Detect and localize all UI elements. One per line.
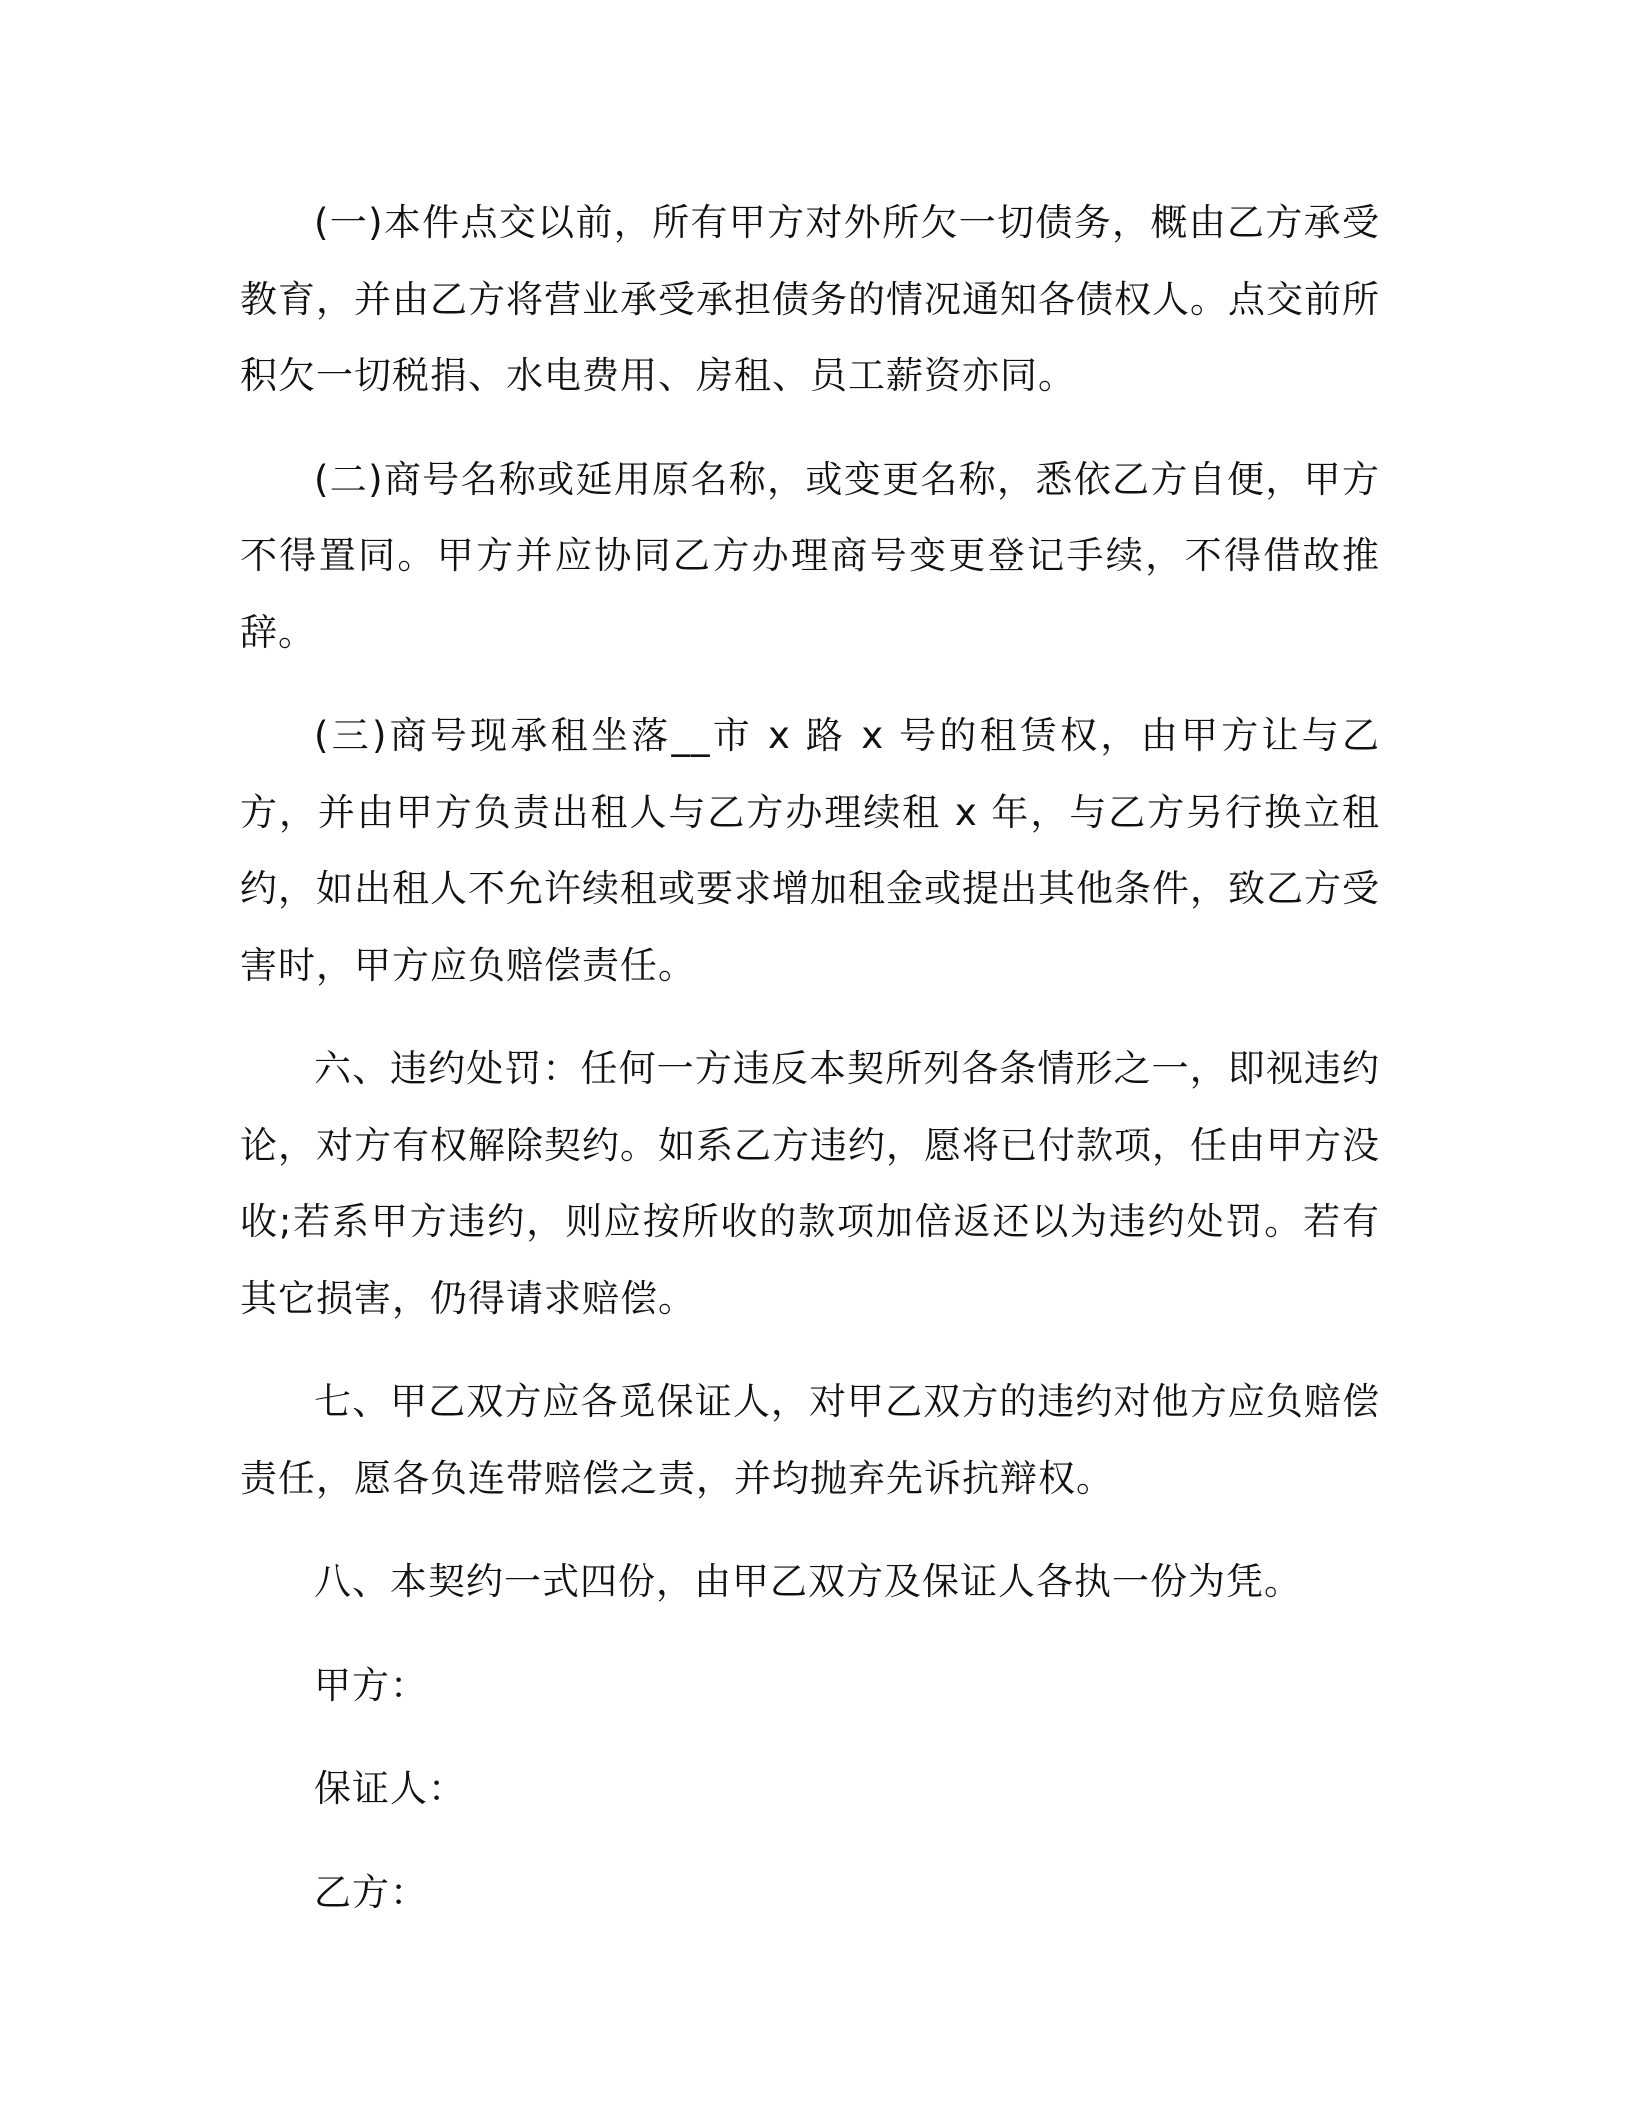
clause-1-debts: (一)本件点交以前，所有甲方对外所欠一切债务，概由乙方承受教育，并由乙方将营业承受承担债务的情况通知各债权人。点交前所积欠一切税捐、水电费用、房租、员工薪资亦同。 [240,201,1380,397]
signature-party-b: 乙方： [314,1870,428,1914]
clause-6-breach-penalty: 六、违约处罚：任何一方违反本契所列各条情形之一，即视违约论，对方有权解除契约。如系乙方违约，愿将已付款项，任由甲方没收;若系甲方违约，则应按所收的款项加倍返还以为违约处罚。若有其它损害，仍得请求赔偿。 [240,1047,1380,1320]
signature-party-a: 甲方： [314,1663,428,1707]
clause-8-copies: 八、本契约一式四份，由甲乙双方及保证人各执一份为凭。 [314,1560,1302,1603]
clause-7-guarantor: 七、甲乙双方应各觅保证人，对甲乙双方的违约对他方应负赔偿责任，愿各负连带赔偿之责，并均抛弃先诉抗辩权。 [240,1380,1380,1500]
contract-body [240,185,1380,1958]
signature-guarantor: 保证人： [314,1767,466,1810]
clause-3-lease-rights: (三)商号现承租坐落__市 x 路 x 号的租赁权，由甲方让与乙方，并由甲方负责出租人与乙方办理续租 x 年，与乙方另行换立租约，如出租人不允许续租或要求增加租金或提出其他条件，致乙方受害时，甲方应负赔偿责任。 [240,714,1380,987]
clause-2-trade-name: (二)商号名称或延用原名称，或变更名称，悉依乙方自便，甲方不得置同。甲方并应协同乙方办理商号变更登记手续，不得借故推辞。 [240,457,1380,654]
